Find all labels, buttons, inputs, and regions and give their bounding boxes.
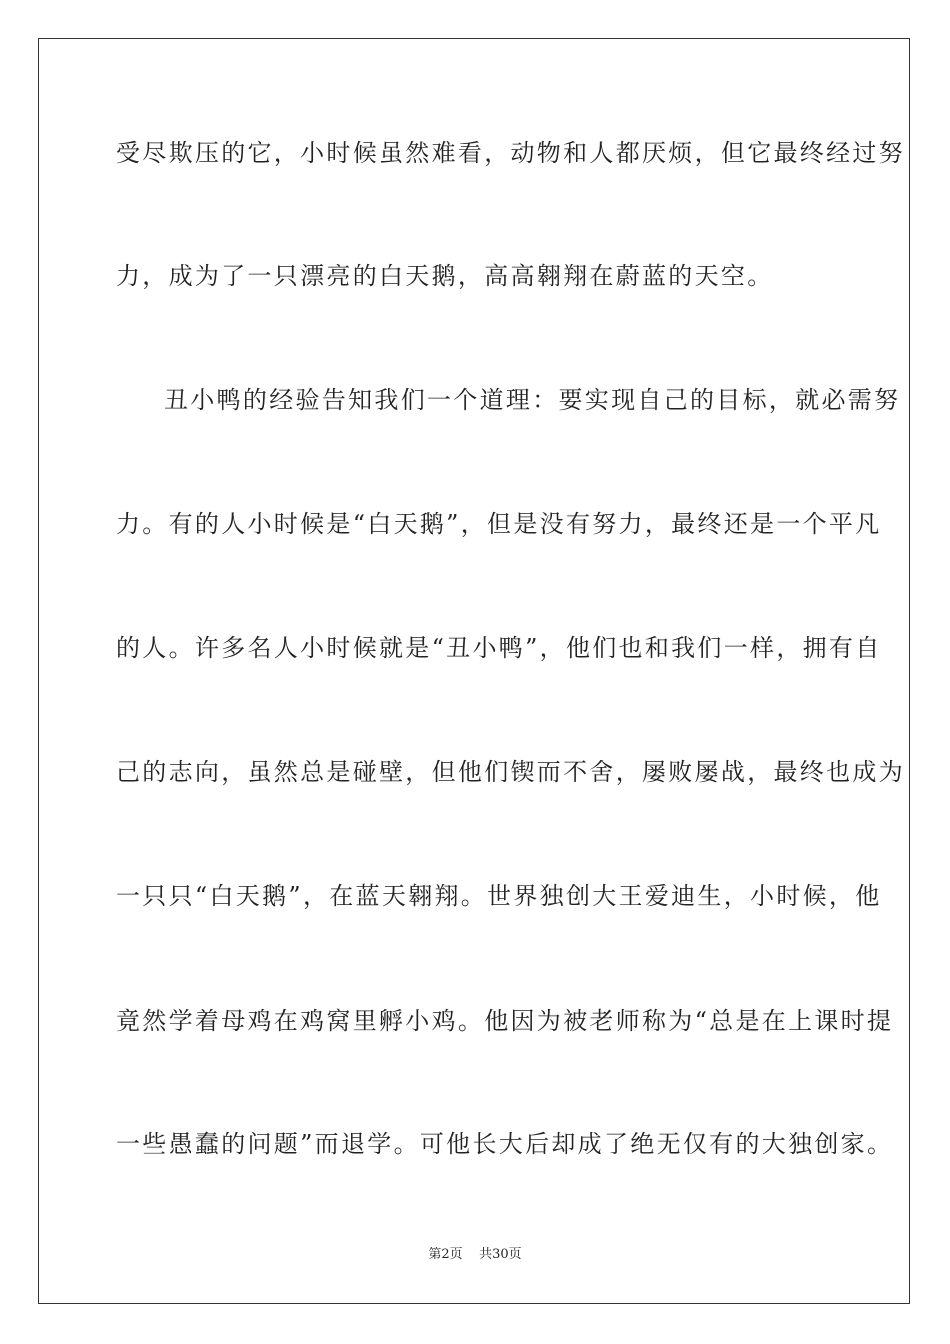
paragraph-line: 一些愚蠢的问题”而退学。可他长大后却成了绝无仅有的大独创家。 (116, 1130, 894, 1158)
paragraph-line: 一只只“白天鹅”，在蓝天翱翔。世界独创大王爱迪生，小时候，他 (116, 882, 882, 910)
page-footer (0, 1247, 950, 1263)
paragraph-line: 己的志向，虽然总是碰壁，但他们锲而不舍，屡败屡战，最终也成为 (116, 758, 905, 786)
paragraph-line: 力。有的人小时候是“白天鹅”，但是没有努力，最终还是一个平凡 (116, 510, 882, 538)
paragraph-line: 受尽欺压的它，小时候虽然难看，动物和人都厌烦，但它最终经过努 (116, 139, 905, 167)
page-number: 第2页 (428, 1247, 463, 1262)
paragraph-line: 丑小鸭的经验告知我们一个道理：要实现自己的目标，就必需努 (164, 386, 901, 414)
paragraph-line: 力，成为了一只漂亮的白天鹅，高高翱翔在蔚蓝的天空。 (116, 262, 774, 290)
paragraph-line: 的人。许多名人小时候就是“丑小鸭”，他们也和我们一样，拥有自 (116, 634, 882, 662)
page-total: 共30页 (479, 1247, 522, 1262)
page-border (38, 38, 910, 1304)
paragraph-line: 竟然学着母鸡在鸡窝里孵小鸡。他因为被老师称为“总是在上课时提 (116, 1007, 894, 1035)
